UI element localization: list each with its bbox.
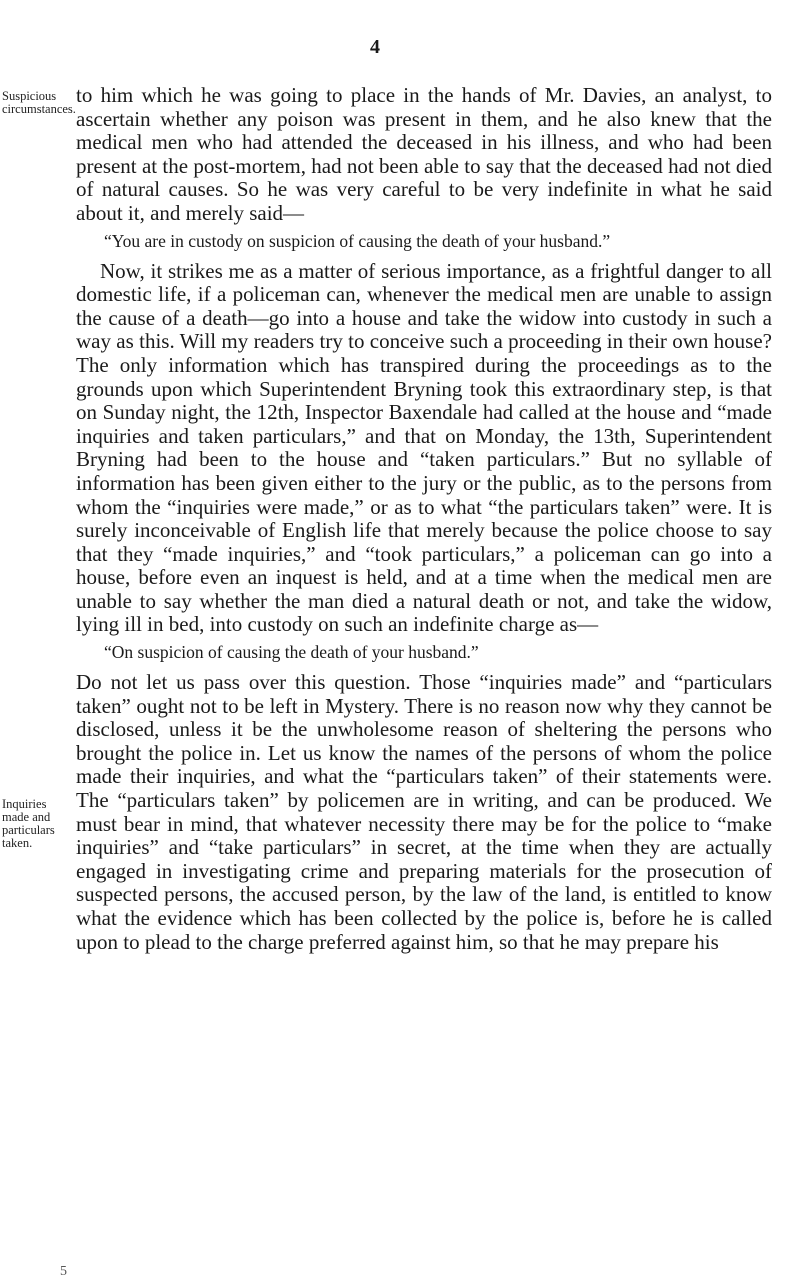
stray-mark: 5 (60, 1264, 67, 1279)
margin-note-inquiries-made: Inquiries made and particulars taken. (2, 797, 55, 850)
margin-note-suspicious-circumstances: Suspicious circumstances. (2, 89, 76, 116)
quote-2: “On suspicion of causing the death of your husband.” (104, 642, 479, 663)
paragraph-3: Do not let us pass over this question. Those “inquiries made” and “particulars taken” ought not to be left in Mystery. There is no reason now why they cannot be disclosed, unless it be the unwholesome reason of sheltering the persons who brought the police in. Let us know the names of the persons of whom the police made their inquiries, and what the “particulars taken” of their statements were. The “particulars taken” by policemen are in writing, and can be produced. We must bear in mind, that whatever necessity there may be for the police to “make inquiries” and “take particulars” in secret, at the time when they are actually engaged in investigating crime and preparing materials for the prosecution of suspected persons, the accused person, by the law of the land, is entitled to know what the evidence which has been collected by the police is, before he is called upon to plead to the charge preferred against him, so that he may prepare his (76, 670, 772, 954)
body-text (76, 60, 772, 954)
paragraph-1: to him which he was going to place in the hands of Mr. Davies, an analyst, to ascertain whether any poison was present in them, and he also knew that the medical men who had attended the deceased in his illness, and who had been present at the post-mortem, had not been able to say that the deceased had not died of natural causes. So he was very careful to be very indefinite in what he said about it, and merely said— (76, 83, 772, 225)
page-number: 4 (370, 36, 380, 58)
quote-1: “You are in custody on suspicion of causing the death of your husband.” (104, 230, 611, 251)
paragraph-2: Now, it strikes me as a matter of serious importance, as a frightful danger to all domestic life, if a policeman can, whenever the medical men are unable to assign the cause of a death—go into a house and take the widow into custody in such a way as this. Will my readers try to conceive such a proceeding in their own house? The only information which has transpired during the proceedings as to the grounds upon which Superintendent Bryning took this extraordinary step, is that on Sunday night, the 12th, Inspector Baxendale had called at the house and “made inquiries and taken particulars,” and that on Monday, the 13th, Superintendent Bryning had been to the house and “taken particulars.” But no syllable of information has been given either to the jury or the public, as to the persons from whom the “inquiries were made,” or as to what “the particulars taken” were. It is surely inconceivable of English life that merely because the police choose to say that they “made inquiries,” and “took particulars,” a policeman can go into a house, before even an inquest is held, and at a time when the medical men are unable to say whether the man died a natural death or not, and take the widow, lying ill in bed, into custody on such an indefinite charge as— (76, 258, 772, 637)
